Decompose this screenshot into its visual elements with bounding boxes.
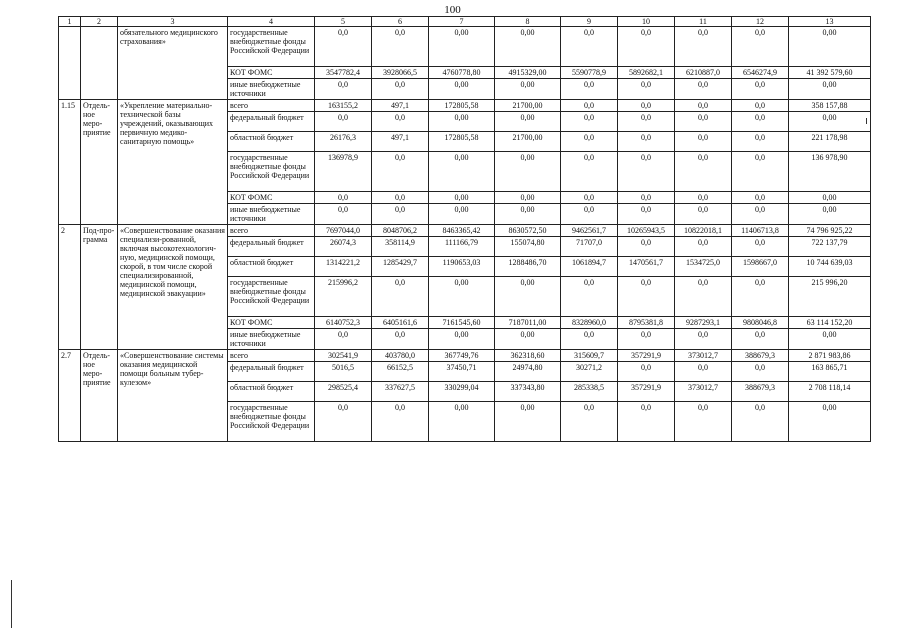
value-cell: 0,0 xyxy=(675,277,732,317)
value-cell: 0,0 xyxy=(732,237,789,257)
page-number: 100 xyxy=(444,4,461,16)
value-cell: 0,0 xyxy=(315,329,372,350)
value-cell: 0,0 xyxy=(372,329,429,350)
item-name: «Укрепление материально-технической базы учреждений, оказывающих первичную медико-санитарную помощь» xyxy=(118,100,228,225)
item-type: Отдель-ное меро-приятие xyxy=(81,350,118,442)
value-cell: 0,0 xyxy=(732,192,789,204)
value-cell: 403780,0 xyxy=(372,350,429,362)
value-cell: 0,0 xyxy=(561,132,618,152)
value-cell: 0,0 xyxy=(372,204,429,225)
value-cell: 3547782,4 xyxy=(315,67,372,79)
value-cell: 0,00 xyxy=(495,277,561,317)
value-cell: 2 708 118,14 xyxy=(789,382,871,402)
value-cell: 0,0 xyxy=(315,112,372,132)
value-cell: 1288486,70 xyxy=(495,257,561,277)
value-cell: 0,00 xyxy=(429,192,495,204)
value-cell: 0,0 xyxy=(561,192,618,204)
value-cell: 388679,3 xyxy=(732,350,789,362)
value-cell: 337627,5 xyxy=(372,382,429,402)
funding-source: всего xyxy=(228,225,315,237)
funding-source: государственные внебюджетные фонды Российской Федерации xyxy=(228,277,315,317)
value-cell: 0,00 xyxy=(429,329,495,350)
value-cell: 172805,58 xyxy=(429,132,495,152)
value-cell: 0,0 xyxy=(618,402,675,442)
value-cell: 362318,60 xyxy=(495,350,561,362)
value-cell: 0,0 xyxy=(372,79,429,100)
funding-source: областной бюджет xyxy=(228,382,315,402)
value-cell: 357291,9 xyxy=(618,382,675,402)
value-cell: 41 392 579,60 xyxy=(789,67,871,79)
value-cell: 1534725,0 xyxy=(675,257,732,277)
funding-source: всего xyxy=(228,100,315,112)
value-cell: 7697044,0 xyxy=(315,225,372,237)
header-cell: 11 xyxy=(675,17,732,27)
value-cell: 0,0 xyxy=(372,152,429,192)
value-cell: 136 978,90 xyxy=(789,152,871,192)
header-cell: 13 xyxy=(789,17,871,27)
value-cell: 0,00 xyxy=(429,402,495,442)
value-cell: 21700,00 xyxy=(495,132,561,152)
value-cell: 2 871 983,86 xyxy=(789,350,871,362)
value-cell: 215996,2 xyxy=(315,277,372,317)
funding-source: иные внебюджетные источники xyxy=(228,79,315,100)
table-row xyxy=(59,100,871,112)
value-cell: 330299,04 xyxy=(429,382,495,402)
value-cell: 1314221,2 xyxy=(315,257,372,277)
value-cell: 6210887,0 xyxy=(675,67,732,79)
value-cell: 26176,3 xyxy=(315,132,372,152)
value-cell: 30271,2 xyxy=(561,362,618,382)
value-cell: 0,0 xyxy=(372,192,429,204)
value-cell: 0,00 xyxy=(789,79,871,100)
table-body xyxy=(59,17,871,442)
value-cell: 0,0 xyxy=(732,204,789,225)
value-cell: 0,0 xyxy=(372,402,429,442)
value-cell: 0,00 xyxy=(495,192,561,204)
value-cell: 0,0 xyxy=(675,402,732,442)
value-cell: 8630572,50 xyxy=(495,225,561,237)
value-cell: 8463365,42 xyxy=(429,225,495,237)
funding-source: федеральный бюджет xyxy=(228,112,315,132)
funding-source: государственные внебюджетные фонды Российской Федерации xyxy=(228,402,315,442)
funding-source: федеральный бюджет xyxy=(228,362,315,382)
value-cell: 0,0 xyxy=(732,152,789,192)
header-cell: 3 xyxy=(118,17,228,27)
value-cell: 0,0 xyxy=(561,27,618,67)
value-cell: 298525,4 xyxy=(315,382,372,402)
value-cell: 0,0 xyxy=(618,237,675,257)
value-cell: 0,0 xyxy=(732,402,789,442)
value-cell: 0,0 xyxy=(675,132,732,152)
value-cell: 0,0 xyxy=(675,237,732,257)
value-cell: 373012,7 xyxy=(675,350,732,362)
value-cell: 0,0 xyxy=(315,27,372,67)
value-cell: 0,0 xyxy=(618,132,675,152)
value-cell: 497,1 xyxy=(372,132,429,152)
value-cell: 0,00 xyxy=(789,204,871,225)
value-cell: 5892682,1 xyxy=(618,67,675,79)
header-cell: 2 xyxy=(81,17,118,27)
value-cell: 0,00 xyxy=(429,277,495,317)
item-code: 1.15 xyxy=(59,100,81,225)
header-cell: 7 xyxy=(429,17,495,27)
value-cell: 367749,76 xyxy=(429,350,495,362)
value-cell: 0,0 xyxy=(675,362,732,382)
value-cell: 0,0 xyxy=(732,100,789,112)
value-cell: 0,00 xyxy=(495,27,561,67)
value-cell: 0,0 xyxy=(315,402,372,442)
value-cell: 71707,0 xyxy=(561,237,618,257)
value-cell: 0,0 xyxy=(372,277,429,317)
value-cell: 10265943,5 xyxy=(618,225,675,237)
header-cell: 12 xyxy=(732,17,789,27)
value-cell: 0,0 xyxy=(618,152,675,192)
value-cell: 0,0 xyxy=(372,27,429,67)
funding-source: всего xyxy=(228,350,315,362)
value-cell: 0,0 xyxy=(675,27,732,67)
value-cell: 0,00 xyxy=(789,402,871,442)
table-row xyxy=(59,350,871,362)
value-cell: 10 744 639,03 xyxy=(789,257,871,277)
value-cell: 0,0 xyxy=(618,329,675,350)
funding-source: КОТ ФОМС xyxy=(228,317,315,329)
value-cell: 0,0 xyxy=(732,79,789,100)
value-cell: 0,0 xyxy=(561,204,618,225)
value-cell: 0,00 xyxy=(429,27,495,67)
value-cell: 111166,79 xyxy=(429,237,495,257)
value-cell: 0,00 xyxy=(495,402,561,442)
value-cell: 0,0 xyxy=(675,152,732,192)
value-cell: 0,00 xyxy=(789,112,871,132)
item-code xyxy=(59,27,81,100)
value-cell: 0,00 xyxy=(429,79,495,100)
item-type xyxy=(81,27,118,100)
value-cell: 373012,7 xyxy=(675,382,732,402)
value-cell: 74 796 925,22 xyxy=(789,225,871,237)
value-cell: 6546274,9 xyxy=(732,67,789,79)
value-cell: 0,0 xyxy=(315,79,372,100)
item-name: «Совершенствование системы оказания медицинской помощи больным тубер-кулезом» xyxy=(118,350,228,442)
header-cell: 10 xyxy=(618,17,675,27)
value-cell: 0,0 xyxy=(675,112,732,132)
header-cell: 9 xyxy=(561,17,618,27)
item-code: 2.7 xyxy=(59,350,81,442)
value-cell: 7187011,00 xyxy=(495,317,561,329)
value-cell: 7161545,60 xyxy=(429,317,495,329)
value-cell: 215 996,20 xyxy=(789,277,871,317)
margin-tick xyxy=(866,118,867,124)
value-cell: 172805,58 xyxy=(429,100,495,112)
value-cell: 0,0 xyxy=(561,79,618,100)
value-cell: 0,0 xyxy=(618,27,675,67)
value-cell: 11406713,8 xyxy=(732,225,789,237)
value-cell: 315609,7 xyxy=(561,350,618,362)
value-cell: 0,0 xyxy=(732,27,789,67)
margin-line xyxy=(11,580,12,628)
value-cell: 357291,9 xyxy=(618,350,675,362)
value-cell: 0,0 xyxy=(675,204,732,225)
value-cell: 358114,9 xyxy=(372,237,429,257)
value-cell: 9808046,8 xyxy=(732,317,789,329)
value-cell: 0,0 xyxy=(315,204,372,225)
funding-source: иные внебюджетные источники xyxy=(228,204,315,225)
value-cell: 0,0 xyxy=(315,192,372,204)
funding-source: государственные внебюджетные фонды Российской Федерации xyxy=(228,27,315,67)
value-cell: 0,00 xyxy=(789,27,871,67)
value-cell: 8795381,8 xyxy=(618,317,675,329)
value-cell: 6140752,3 xyxy=(315,317,372,329)
value-cell: 0,0 xyxy=(732,329,789,350)
value-cell: 0,00 xyxy=(495,112,561,132)
value-cell: 0,0 xyxy=(732,112,789,132)
value-cell: 0,0 xyxy=(675,192,732,204)
header-cell: 8 xyxy=(495,17,561,27)
value-cell: 24974,80 xyxy=(495,362,561,382)
value-cell: 0,0 xyxy=(732,277,789,317)
value-cell: 9287293,1 xyxy=(675,317,732,329)
value-cell: 136978,9 xyxy=(315,152,372,192)
value-cell: 163155,2 xyxy=(315,100,372,112)
value-cell: 0,0 xyxy=(675,100,732,112)
value-cell: 0,0 xyxy=(561,112,618,132)
funding-source: областной бюджет xyxy=(228,257,315,277)
value-cell: 0,0 xyxy=(618,277,675,317)
value-cell: 163 865,71 xyxy=(789,362,871,382)
value-cell: 0,00 xyxy=(495,329,561,350)
header-cell: 5 xyxy=(315,17,372,27)
funding-source: областной бюджет xyxy=(228,132,315,152)
value-cell: 0,0 xyxy=(675,329,732,350)
value-cell: 302541,9 xyxy=(315,350,372,362)
table-row xyxy=(59,27,871,67)
value-cell: 37450,71 xyxy=(429,362,495,382)
value-cell: 1190653,03 xyxy=(429,257,495,277)
budget-table xyxy=(58,16,871,442)
value-cell: 0,0 xyxy=(561,402,618,442)
value-cell: 285338,5 xyxy=(561,382,618,402)
value-cell: 388679,3 xyxy=(732,382,789,402)
funding-source: иные внебюджетные источники xyxy=(228,329,315,350)
funding-source: федеральный бюджет xyxy=(228,237,315,257)
value-cell: 0,0 xyxy=(561,277,618,317)
value-cell: 0,0 xyxy=(618,204,675,225)
funding-source: КОТ ФОМС xyxy=(228,192,315,204)
value-cell: 0,0 xyxy=(732,132,789,152)
value-cell: 1061894,7 xyxy=(561,257,618,277)
value-cell: 63 114 152,20 xyxy=(789,317,871,329)
header-row xyxy=(59,17,871,27)
value-cell: 0,0 xyxy=(561,100,618,112)
value-cell: 0,0 xyxy=(618,79,675,100)
value-cell: 1285429,7 xyxy=(372,257,429,277)
header-cell: 6 xyxy=(372,17,429,27)
value-cell: 0,0 xyxy=(618,362,675,382)
value-cell: 0,0 xyxy=(372,112,429,132)
item-type: Под-про-грамма xyxy=(81,225,118,350)
item-type: Отдель-ное меро-приятие xyxy=(81,100,118,225)
table-row xyxy=(59,225,871,237)
value-cell: 0,00 xyxy=(429,204,495,225)
header-cell: 1 xyxy=(59,17,81,27)
value-cell: 0,0 xyxy=(561,152,618,192)
value-cell: 0,00 xyxy=(495,152,561,192)
value-cell: 1470561,7 xyxy=(618,257,675,277)
value-cell: 337343,80 xyxy=(495,382,561,402)
value-cell: 722 137,79 xyxy=(789,237,871,257)
value-cell: 0,0 xyxy=(618,112,675,132)
item-name: «Совершенствование оказания специализи-рованной, включая высокотехнологич-ную, медицинской помощи, скорой, в том числе скорой специализированной, медицинской помощи, медицинской эвакуации» xyxy=(118,225,228,350)
value-cell: 21700,00 xyxy=(495,100,561,112)
value-cell: 66152,5 xyxy=(372,362,429,382)
value-cell: 0,00 xyxy=(429,152,495,192)
value-cell: 0,00 xyxy=(789,192,871,204)
value-cell: 5016,5 xyxy=(315,362,372,382)
item-code: 2 xyxy=(59,225,81,350)
value-cell: 0,0 xyxy=(618,192,675,204)
item-name: обязательного медицинского страхования» xyxy=(118,27,228,100)
funding-source: государственные внебюджетные фонды Российской Федерации xyxy=(228,152,315,192)
value-cell: 4915329,00 xyxy=(495,67,561,79)
value-cell: 0,00 xyxy=(495,204,561,225)
value-cell: 0,0 xyxy=(561,329,618,350)
value-cell: 3928066,5 xyxy=(372,67,429,79)
value-cell: 497,1 xyxy=(372,100,429,112)
value-cell: 0,0 xyxy=(732,362,789,382)
value-cell: 8328960,0 xyxy=(561,317,618,329)
value-cell: 5590778,9 xyxy=(561,67,618,79)
value-cell: 0,00 xyxy=(789,329,871,350)
value-cell: 4760778,80 xyxy=(429,67,495,79)
value-cell: 26074,3 xyxy=(315,237,372,257)
funding-source: КОТ ФОМС xyxy=(228,67,315,79)
header-cell: 4 xyxy=(228,17,315,27)
value-cell: 9462561,7 xyxy=(561,225,618,237)
value-cell: 8048706,2 xyxy=(372,225,429,237)
value-cell: 0,00 xyxy=(429,112,495,132)
value-cell: 6405161,6 xyxy=(372,317,429,329)
value-cell: 0,0 xyxy=(675,79,732,100)
value-cell: 1598667,0 xyxy=(732,257,789,277)
value-cell: 221 178,98 xyxy=(789,132,871,152)
value-cell: 0,00 xyxy=(495,79,561,100)
value-cell: 0,0 xyxy=(618,100,675,112)
value-cell: 155074,80 xyxy=(495,237,561,257)
value-cell: 358 157,88 xyxy=(789,100,871,112)
value-cell: 10822018,1 xyxy=(675,225,732,237)
